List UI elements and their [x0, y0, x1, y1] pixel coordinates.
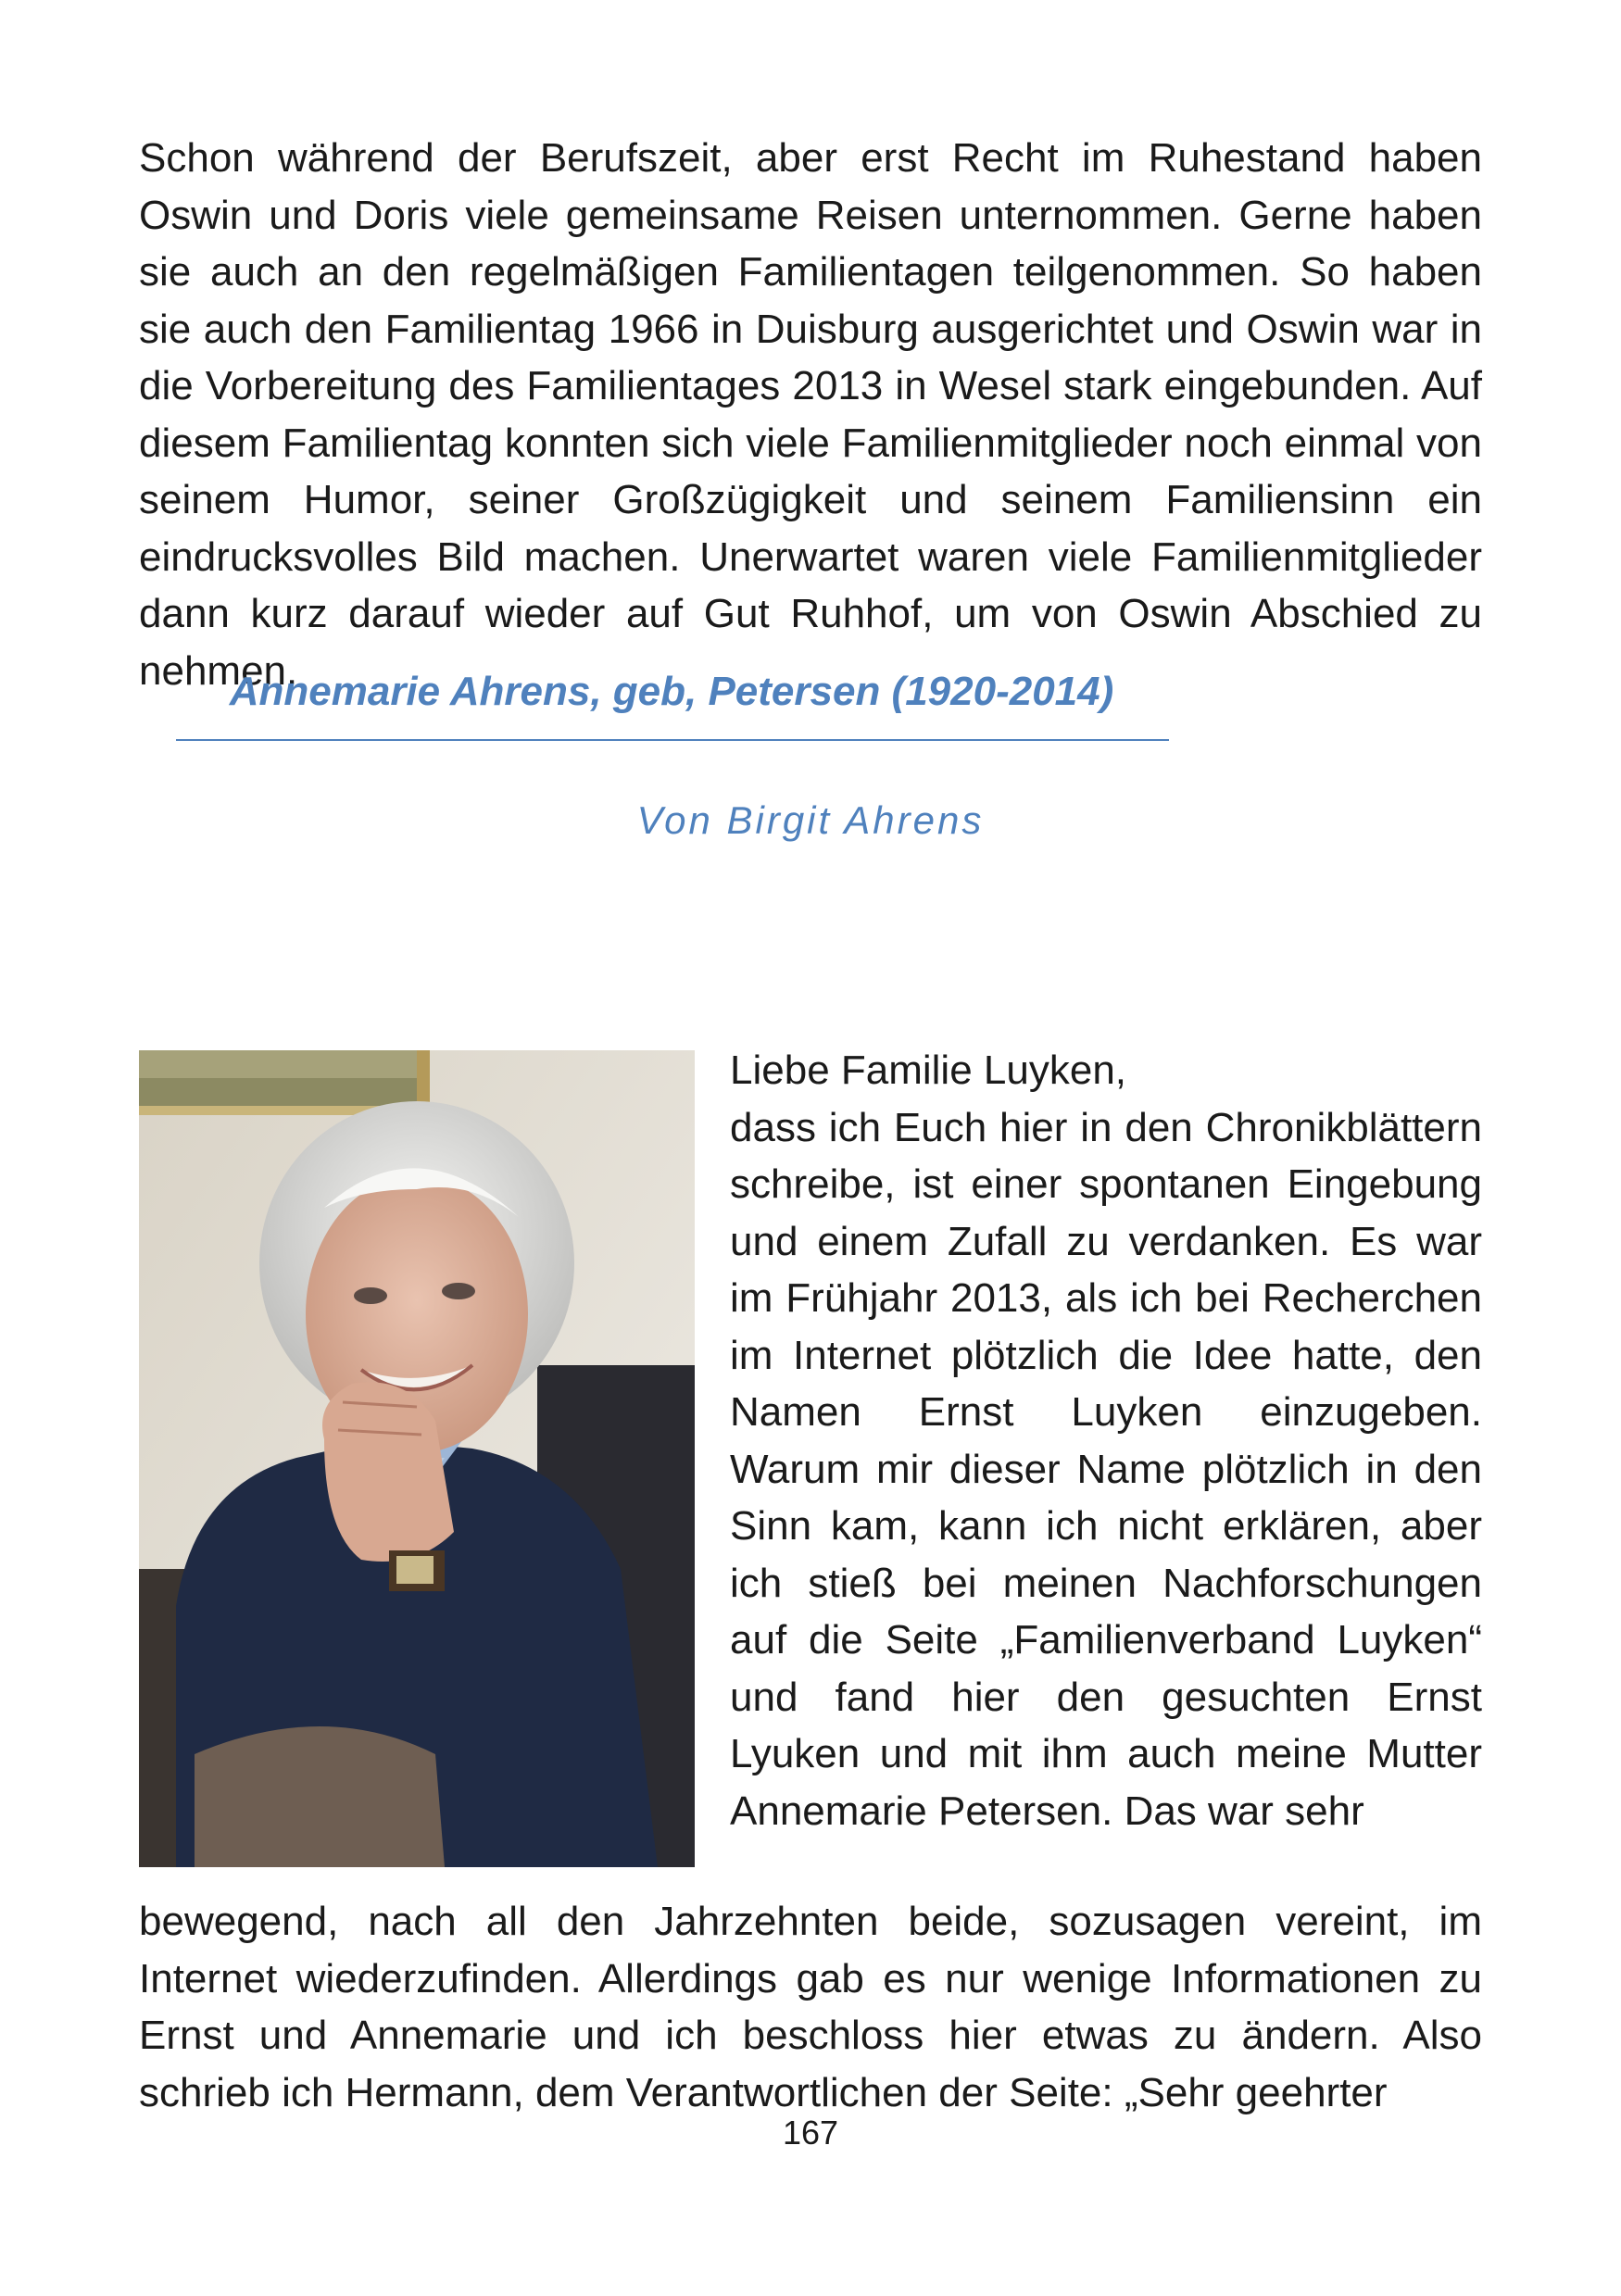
- title-underline: [176, 739, 1169, 741]
- letter-body-continued: bewegend, nach all den Jahrzehnten beide, sozusagen vereint, im Internet wiederzufinden. Allerdings gab es nur wenige Informationen zu Ernst und Annemarie und ich beschloss hier etwas zu ändern. Also schrieb ich Hermann, dem Verantwortlichen der Seite: „Sehr geehrter: [139, 1899, 1482, 2115]
- section-title: Annemarie Ahrens, geb, Petersen (1920-2014): [229, 669, 1114, 714]
- letter-salutation: Liebe Familie Luyken,: [730, 1048, 1127, 1093]
- page-number: 167: [782, 2114, 839, 2152]
- letter-text-continued: [139, 1893, 1482, 2121]
- intro-paragraph: Schon während der Berufszeit, aber erst Recht im Ruhestand haben Oswin und Doris viele gemeinsame Reisen unternommen. Gerne haben sie auch an den regelmäßigen Familientagen teilgenommen. So haben sie auch den Familientag 1966 in Duisburg ausgerichtet und Oswin war in die Vorbereitung des Familientages 2013 in Wesel stark eingebunden. Auf diesem Familientag konnten sich viele Familienmitglieder noch einmal von seinem Humor, seiner Großzügigkeit und seinem Familiensinn ein eindrucksvolles Bild machen. Unerwartet waren viele Familienmitglieder dann kurz darauf wieder auf Gut Ruhhof, um von Oswin Abschied zu nehmen.: [139, 135, 1482, 694]
- letter-text-beside-photo: [730, 1042, 1482, 1839]
- letter-body-beside-photo: dass ich Euch hier in den Chronikblättern schreibe, ist einer spontanen Eingebung und einem Zufall zu verdanken. Es war im Frühjahr 2013, als ich bei Recherchen im Internet plötzlich die Idee hatte, den Namen Ernst Luyken einzugeben. Warum mir dieser Name plötzlich in den Sinn kam, kann ich nicht erklären, aber ich stieß bei meinen Nachforschungen auf die Seite „Familienverband Luyken“ und fand hier den gesuchten Ernst Lyuken und mit ihm auch meine Mutter Annemarie Petersen. Das war sehr: [730, 1104, 1482, 1834]
- author-byline: Von Birgit Ahrens: [636, 798, 985, 842]
- intro-section: [139, 130, 1482, 699]
- portrait-photo: [139, 1050, 695, 1867]
